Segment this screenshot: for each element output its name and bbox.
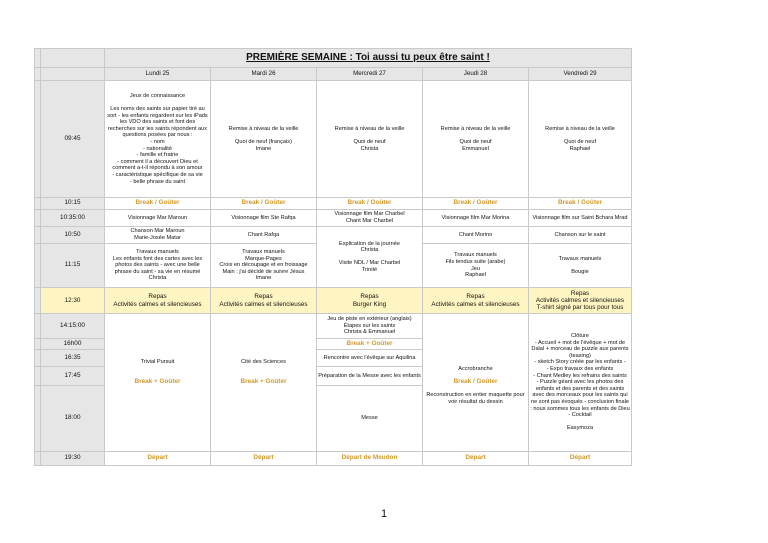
time-label: 14:15:00 [41,314,105,339]
day-header: Mardi 26 [211,68,317,81]
break-goute-label: Break + Goûter [240,378,287,386]
activity-cell: Visionnage film Ste Rafqa [211,210,317,227]
meal-cell: Repas Activités calmes et silencieuses [211,288,317,314]
time-label: 19:30 [41,452,105,466]
depart-label: Départ [465,454,486,462]
afternoon-activity: Reconstruction en entier maquette pour voir résultat du dessin [426,392,525,405]
depart-label: Départ [569,454,591,462]
break-goute-label: Break + Goûter [346,339,393,347]
break-label: Break / Goûter [453,199,498,207]
activity-cell: Remise à niveau de la veille Quoi de neuf Raphael [529,81,632,198]
activity-cell: Chanson Mar Maroun Marie-Josée Matar [105,227,211,244]
time-label: 16:35 [41,350,105,367]
activity-cell: Visionnage film sur Saint Bchara Mrad [529,210,632,227]
activity-cell: Travaux manuels Bougie [529,244,632,288]
activity-cell: Visionnage Mar Maroun [105,210,211,227]
meal-cell: Repas Activités calmes et silencieuses T-shirt signé par tous pour tous [529,288,632,314]
day-header: Lundi 25 [105,68,211,81]
break-label: Break / Goûter [557,199,603,207]
activity-cell: Jeux de connaissance Les noms des saints sur papier tiré au sort - les enfants regardent sur les iPads les VDO des saints et font des recherches sur les saints répondent aux questions posées par nous : - nom - nationalité - famille et fratrie - comment il a découvert Dieu et comment a-t-il répondu à son amour - caractéristique spécifique de sa vie - belle phrase du saint [105,81,211,198]
activity-cell: Rencontre avec l'évêque sur Aquilina [317,350,423,367]
time-label: 10:15 [41,198,105,210]
afternoon-activity: Cité des Sciences [241,359,286,366]
afternoon-activity: Accrobranche [458,366,493,373]
activity-cell [423,314,529,452]
time-label: 09:45 [41,81,105,198]
break-label: Break / Goûter [347,199,392,207]
activity-cell: Chant Rafqa [211,227,317,244]
activity-cell [105,314,211,452]
time-label: 18:00 [41,386,105,452]
page-title: PREMIÈRE SEMAINE : Toi aussi tu peux être saint ! [105,49,632,68]
meal-cell: Repas Activités calmes et silencieuses [105,288,211,314]
activity-cell: Jeu de piste en extérieur (anglais) Étapes sur les saints Christa & Emmanuel [317,314,423,339]
activity-cell: Préparation de la Messe avec les enfants [317,367,423,386]
activity-cell: Clôture - Accueil + mot de l'évêque + mot de Dalal + morceau de puzzle aux parents (teasing) - sketch Story créée par les enfants - - Expo travaux des enfants - Chant Medley les refrains des saints - Puzzle géant avec les photos des enfants et des parents et des saints avec des morceaux pour les saints qui ne sont pas évoqués - conclusion finale : nous sommes tous les enfants de Dieu - Cocktail Easymoza [529,314,632,452]
time-label: 16h00 [41,339,105,350]
activity-cell: Chanson sur le saint [529,227,632,244]
day-header: Jeudi 28 [423,68,529,81]
activity-cell: Travaux manuels Les enfants font des cartes avec les photos des saints - avec une belle phrase du saint - sa vie en résumé Christa [105,244,211,288]
activity-cell: Travaux manuels Marque-Pages Croix en découpage et en froissage Main : j'ai décidé de suivre Jésus Imane [211,244,317,288]
meal-cell: Repas Burger King [317,288,423,314]
depart-label: Départ de Meudon [341,454,398,462]
depart-label: Départ [147,454,168,462]
meal-cell: Repas Activités calmes et silencieuses [423,288,529,314]
break-label: Break / Goûter [135,199,180,207]
activity-cell: Remise à niveau de la veille Quoi de neuf (français) Imane [211,81,317,198]
day-header: Vendredi 29 [529,68,632,81]
activity-cell: Remise à niveau de la veille Quoi de neuf Emmanuel [423,81,529,198]
depart-label: Départ [253,454,274,462]
activity-cell: Explication de la journée Christa Visite NDL / Mar Charbel Trinité [317,227,423,288]
activity-cell: Messe [317,386,423,452]
activity-cell: Visionnage film Mar Charbel Chant Mar Charbel [317,210,423,227]
time-label: 17:45 [41,367,105,386]
break-goute-label: Break + Goûter [134,378,181,386]
activity-cell: Chant Morino [423,227,529,244]
page-number: 1 [380,508,388,520]
activity-cell: Remise à niveau de la veille Quoi de neuf Christa [317,81,423,198]
break-label: Break / Goûter [241,199,286,207]
activity-cell [211,314,317,452]
activity-cell: Travaux manuels Fils tendus suite (arabe) Jeu Raphael [423,244,529,288]
time-label: 12:30 [41,288,105,314]
day-header: Mercredi 27 [317,68,423,81]
break-label: Break / Goûter [453,378,498,386]
afternoon-activity: Trivial Pursuit [140,359,175,366]
schedule-table [34,48,632,466]
time-label: 11:15 [41,244,105,288]
time-label: 10:35:00 [41,210,105,227]
time-label: 10:50 [41,227,105,244]
activity-cell: Visionnage film Mar Morina [423,210,529,227]
